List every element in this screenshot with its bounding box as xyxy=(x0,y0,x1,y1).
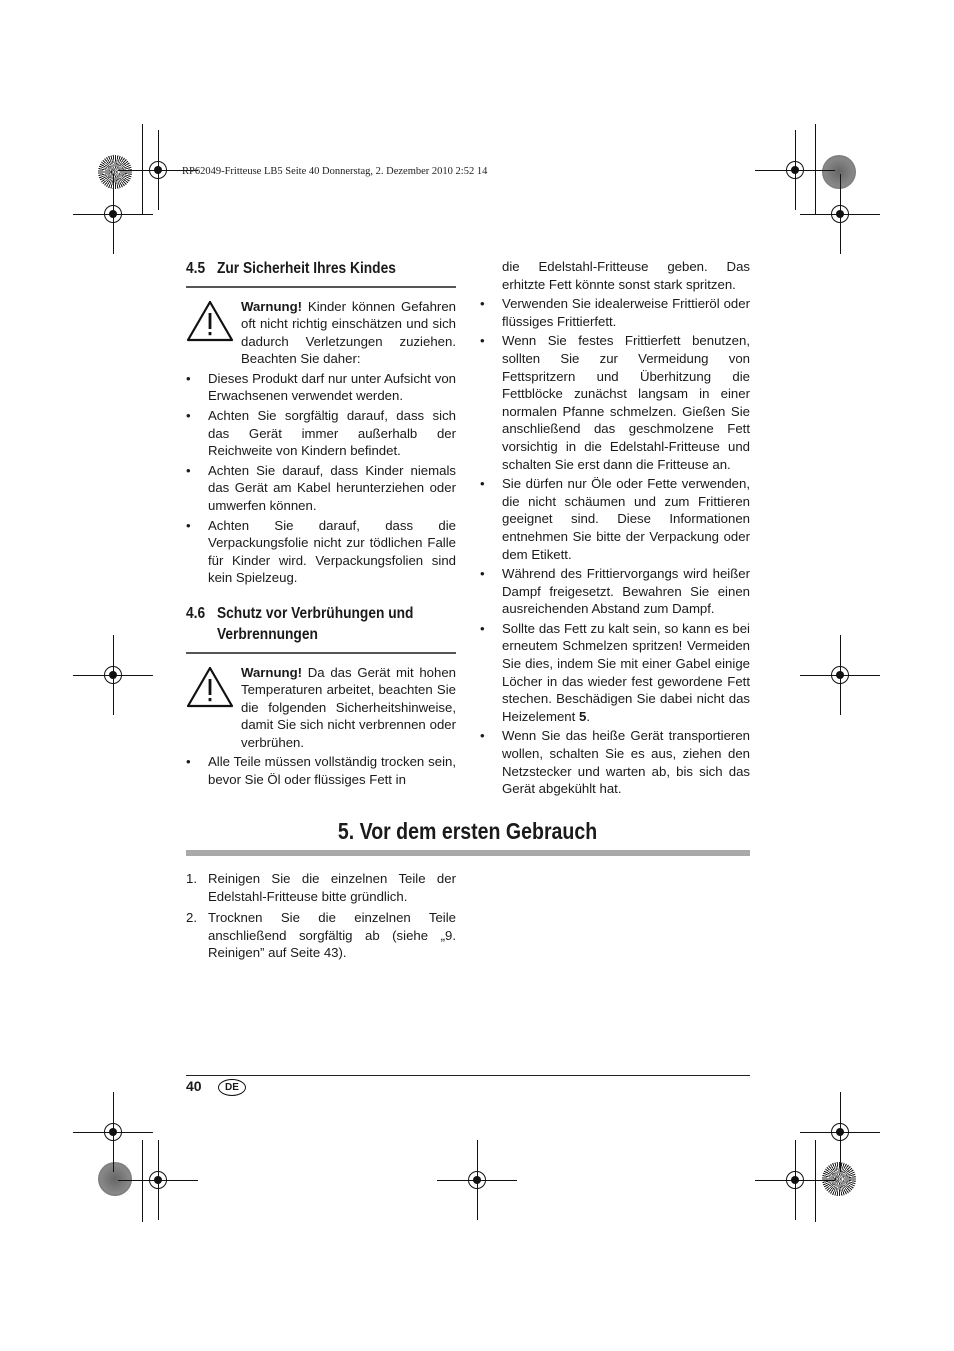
list-item: • Verwenden Sie idealerweise Frittieröl oder flüssiges Frittierfett. xyxy=(480,295,750,330)
section-heading-4-6-cont: Verbrennungen xyxy=(216,626,318,643)
list-item: • Achten Sie darauf, dass die Verpackungsfolie nicht zur tödlichen Falle für Kinder wird. Verpackungsfolien sind kein Spielzeug. xyxy=(186,517,456,587)
list-item: • Dieses Produkt darf nur unter Aufsicht von Erwachsenen verwendet werden. xyxy=(186,370,456,405)
list-item: • Achten Sie sorgfältig darauf, dass sich das Gerät immer außerhalb der Reichweite von Kindern befindet. xyxy=(186,407,456,460)
footer-rule xyxy=(186,1075,750,1076)
bullet-list xyxy=(186,753,456,788)
list-item: • Alle Teile müssen vollständig trocken sein, bevor Sie Öl oder flüssiges Fett in xyxy=(186,753,456,788)
right-column xyxy=(480,258,750,800)
warning-triangle-icon xyxy=(186,664,241,752)
list-item: • Sie dürfen nur Öle oder Fette verwenden, die nicht schäumen und zum Frittieren geeignet sind. Diese Informationen entnehmen Sie bitte der Verpackung oder dem Etikett. xyxy=(480,475,750,563)
list-item: • Achten Sie darauf, dass Kinder niemals das Gerät am Kabel herunterziehen oder umwerfen können. xyxy=(186,462,456,515)
numbered-list xyxy=(186,870,456,966)
bullet-list xyxy=(480,295,750,798)
bullet-list xyxy=(186,370,456,587)
chapter-rule xyxy=(186,850,750,856)
print-slug: RP62049-Fritteuse LB5 Seite 40 Donnerstag, 2. Dezember 2010 2:52 14 xyxy=(182,166,488,177)
left-column xyxy=(186,258,456,791)
page-number: 40 xyxy=(186,1078,202,1094)
chapter-title: 5. Vor dem ersten Gebrauch xyxy=(338,818,598,844)
list-item: • Sollte das Fett zu kalt sein, so kann es bei erneutem Schmelzen spritzen! Vermeiden Sie dies, indem Sie mit einer Gabel einige Löcher in das wieder fest gewordene Fett stechen. Beschädigen Sie dabei nicht das Heizelement 5. xyxy=(480,620,750,726)
warning-triangle-icon xyxy=(186,298,241,368)
crop-mark xyxy=(142,1140,143,1222)
section-heading-4-6: 4.6 Schutz vor Verbrühungen und xyxy=(186,605,414,622)
warning-block: Warnung! Da das Gerät mit hohen Temperaturen arbeitet, beachten Sie die folgenden Sicherheitshinweise, damit Sie sich nicht verbrennen oder verbrühen. xyxy=(186,664,456,752)
language-badge: DE xyxy=(218,1079,246,1096)
list-item: • Wenn Sie das heiße Gerät transportieren wollen, schalten Sie es aus, ziehen den Netzstecker und warten ab, bis sich das Gerät abgekühlt hat. xyxy=(480,727,750,797)
section-rule xyxy=(186,286,456,288)
warning-block: Warnung! Kinder können Gefahren oft nicht richtig einschätzen und sich dadurch Verletzungen zuziehen. Beachten Sie daher: xyxy=(186,298,456,368)
list-item: • Während des Frittiervorgangs wird heißer Dampf freigesetzt. Bewahren Sie einen ausreichenden Abstand zum Dampf. xyxy=(480,565,750,618)
list-item: 1. Reinigen Sie die einzelnen Teile der Edelstahl-Fritteuse bitte gründlich. xyxy=(186,871,456,904)
crop-mark xyxy=(815,1140,816,1222)
section-rule xyxy=(186,652,456,654)
continued-paragraph: die Edelstahl-Fritteuse geben. Das erhitzte Fett könnte sonst stark spritzen. xyxy=(502,259,750,292)
list-item: • Wenn Sie festes Frittierfett benutzen, sollten Sie zur Vermeidung von Fettspritzern und Überhitzung die Fettblöcke zunächst langsam in einer normalen Pfanne schmelzen. Gießen Sie anschließend das geschmolzene Fett vorsichtig in die Edelstahl-Fritteuse und schalten Sie erst dann die Fritteuse an. xyxy=(480,332,750,473)
section-heading-4-5: 4.5 Zur Sicherheit Ihres Kindes xyxy=(186,260,396,277)
registration-wheel-icon xyxy=(98,155,132,189)
list-item: 2. Trocknen Sie die einzelnen Teile anschließend sorgfältig ab (siehe „9. Reinigen” auf Seite 43). xyxy=(186,910,456,961)
